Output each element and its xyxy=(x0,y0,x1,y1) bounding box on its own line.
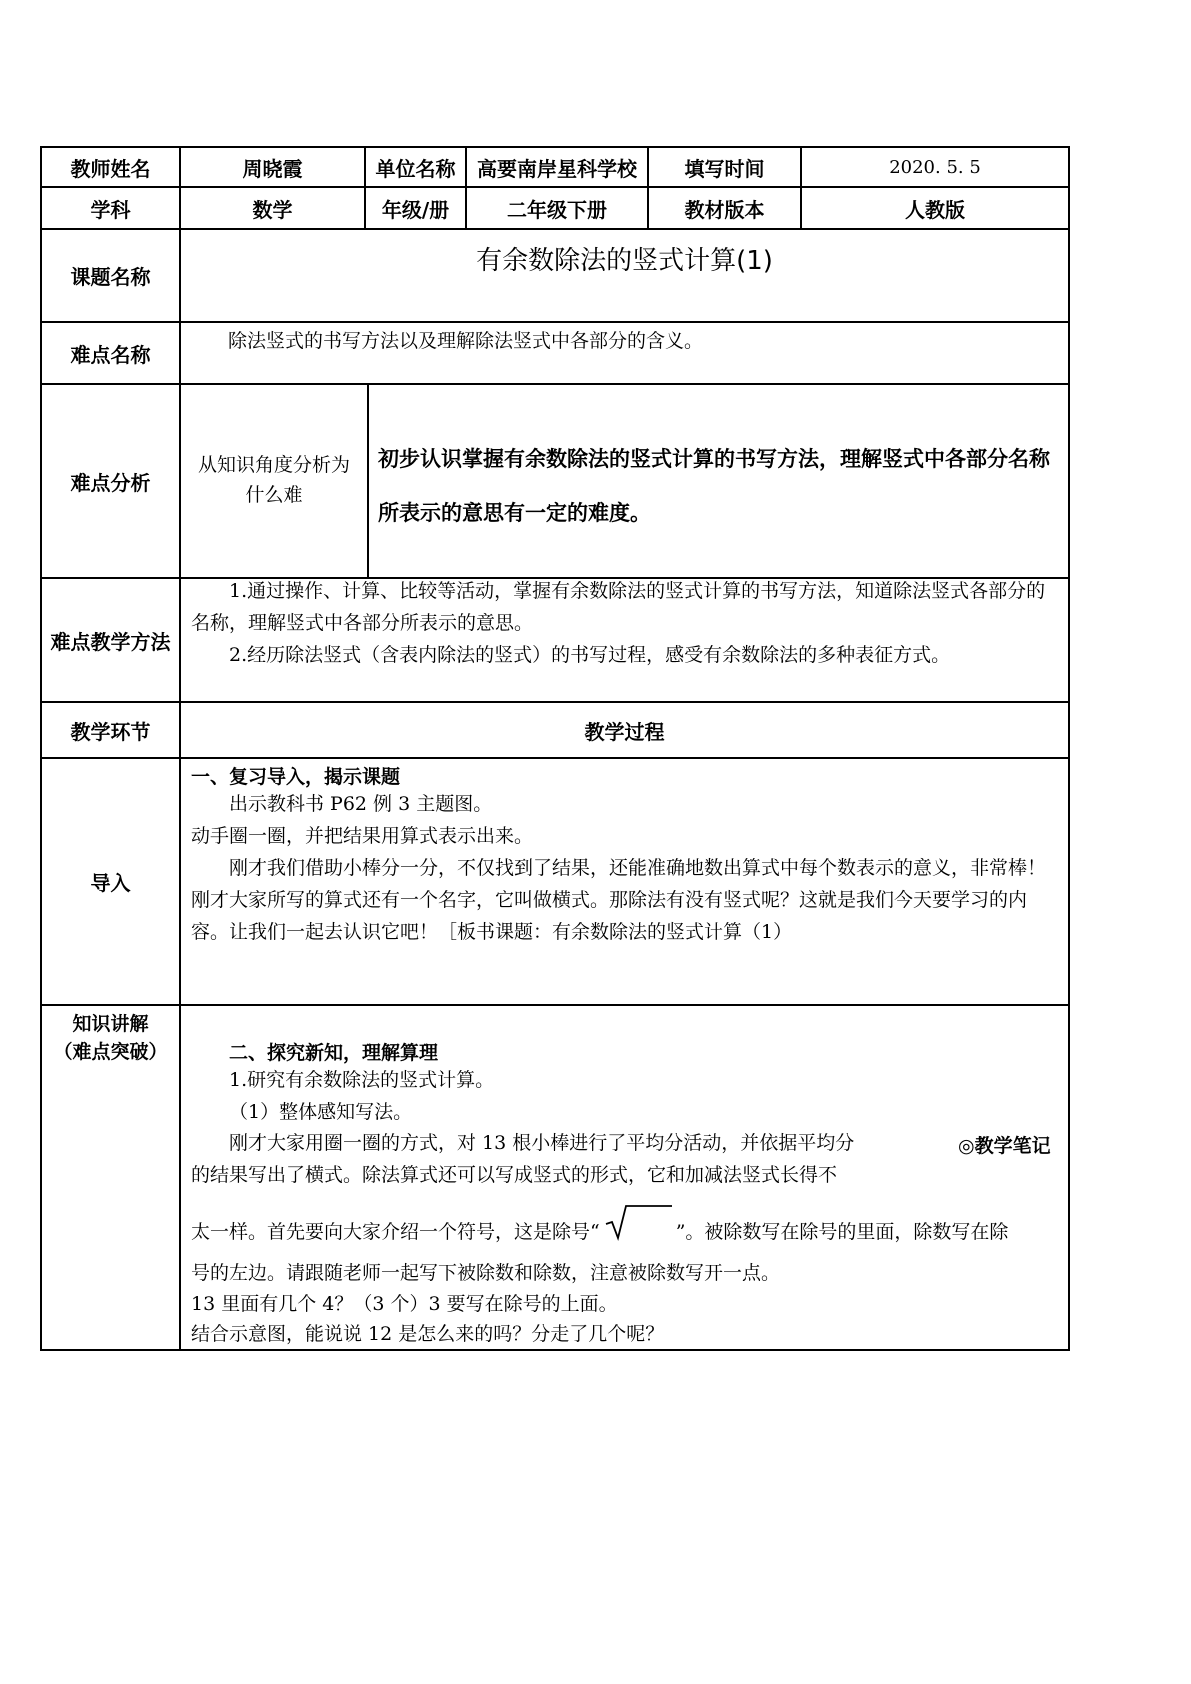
knowledge-line-7: 结合示意图，能说说 12 是怎么来的吗？分走了几个呢？ xyxy=(191,1323,665,1345)
knowledge-label-line-1: 知识讲解 xyxy=(72,1013,149,1035)
edition-value: 人教版 xyxy=(905,197,965,222)
knowledge-line-2: （1）整体感知写法。 xyxy=(229,1101,413,1123)
division-bracket-icon xyxy=(600,1204,676,1244)
subject-label: 学科 xyxy=(90,197,131,222)
difficulty-label: 难点名称 xyxy=(70,342,151,367)
knowledge-line-3a: 刚才大家用圈一圈的方式，对 13 根小棒进行了平均分活动，并依据平均分 xyxy=(229,1132,855,1154)
unit-label: 单位名称 xyxy=(375,156,456,181)
knowledge-label-line-2: （难点突破） xyxy=(53,1041,168,1063)
knowledge-line-4b: ”。被除数写在除号的里面，除数写在除 xyxy=(675,1221,1009,1243)
process-header-value: 教学过程 xyxy=(584,719,665,744)
teacher-value: 周晓霞 xyxy=(242,156,303,181)
knowledge-line-6: 13 里面有几个 4？（3 个）3 要写在除号的上面。 xyxy=(191,1293,618,1315)
analysis-value: 初步认识掌握有余数除法的竖式计算的书写方法，理解竖式中各部分名称所表示的意思有一定的难度。 xyxy=(378,447,1050,525)
intro-line-3: 刚才我们借助小棒分一分，不仅找到了结果，还能准确地数出算式中每个数表示的意义，非常棒！刚才大家所写的算式还有一个名字，它叫做横式。那除法有没有竖式呢？这就是我们今天要学习的内容。让我们一起去认识它吧！［板书课题：有余数除法的竖式计算（1） xyxy=(191,857,1047,943)
knowledge-line-1: 1.研究有余数除法的竖式计算。 xyxy=(229,1069,495,1091)
analysis-sub-label: 从知识角度分析为什么难 xyxy=(197,454,350,506)
method-p1: 1.通过操作、计算、比较等活动，掌握有余数除法的竖式计算的书写方法，知道除法竖式各部分的名称，理解竖式中各部分所表示的意思。 xyxy=(191,580,1046,634)
knowledge-line-3b: 的结果写出了横式。除法算式还可以写成竖式的形式，它和加减法竖式长得不 xyxy=(191,1164,838,1186)
analysis-label: 难点分析 xyxy=(70,470,151,495)
date-label: 填写时间 xyxy=(684,156,765,181)
edition-label: 教材版本 xyxy=(684,197,765,222)
knowledge-label xyxy=(42,1010,179,1066)
intro-heading: 一、复习导入，揭示课题 xyxy=(191,766,401,788)
intro-line-1: 出示教科书 P62 例 3 主题图。 xyxy=(229,793,493,815)
knowledge-line-5: 号的左边。请跟随老师一起写下被除数和除数，注意被除数写开一点。 xyxy=(191,1262,781,1284)
unit-value: 高要南岸星科学校 xyxy=(477,156,637,181)
method-p2: 2.经历除法竖式（含表内除法的竖式）的书写过程，感受有余数除法的多种表征方式。 xyxy=(229,644,951,666)
grade-value: 二年级下册 xyxy=(507,197,607,222)
knowledge-heading: 二、探究新知，理解算理 xyxy=(229,1042,439,1064)
topic-label: 课题名称 xyxy=(70,265,151,289)
difficulty-value: 除法竖式的书写方法以及理解除法竖式中各部分的含义。 xyxy=(228,330,704,352)
knowledge-line-4 xyxy=(191,1200,1059,1244)
intro-label: 导入 xyxy=(90,871,131,895)
knowledge-line-4a: 太一样。首先要向大家介绍一个符号，这是除号“ xyxy=(191,1221,600,1243)
topic-title: 有余数除法的竖式计算(1) xyxy=(476,246,773,276)
method-label: 难点教学方法 xyxy=(50,629,171,654)
process-header-label: 教学环节 xyxy=(70,719,151,744)
intro-line-2: 动手圈一圈，并把结果用算式表示出来。 xyxy=(191,825,534,847)
subject-value: 数学 xyxy=(252,197,293,222)
date-value: 2020. 5. 5 xyxy=(889,156,981,178)
teaching-note-label: ◎教学笔记 xyxy=(958,1135,1051,1157)
teacher-label: 教师姓名 xyxy=(70,156,151,181)
grade-label: 年级/册 xyxy=(381,197,450,222)
